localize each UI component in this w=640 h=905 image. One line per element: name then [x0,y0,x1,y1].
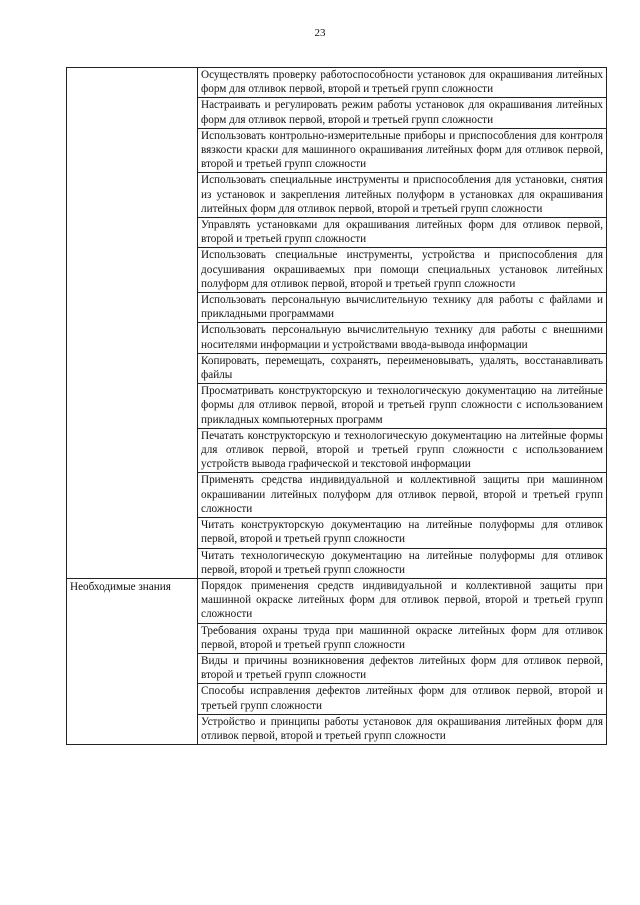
knowledge-item: Порядок применения средств индивидуальной и коллективной защиты при машинной окраске литейных форм для отливок первой, второй и третьей групп сложности [198,578,607,623]
ability-item: Читать технологическую документацию на литейные полуформы для отливок первой, второй и третьей групп сложности [198,548,607,578]
knowledge-item: Требования охраны труда при машинной окраске литейных форм для отливок первой, второй и третьей групп сложности [198,623,607,653]
ability-item: Копировать, перемещать, сохранять, переименовывать, удалять, восстанавливать файлы [198,353,607,383]
ability-item: Использовать контрольно-измерительные приборы и приспособления для контроля вязкости краски для машинного окрашивания литейных форм для отливок первой, второй и третьей групп сложности [198,128,607,173]
table-row [67,68,607,98]
ability-item: Применять средства индивидуальной и коллективной защиты при машинном окрашивании литейных полуформ для отливок первой, второй и третьей групп сложности [198,473,607,518]
ability-item: Использовать специальные инструменты и приспособления для установки, снятия из установок и закрепления литейных полуформ в установках для окрашивания литейных форм для отливок первой, второй и третьей групп сложности [198,173,607,218]
knowledge-label: Необходимые знания [70,580,171,593]
knowledge-item: Способы исправления дефектов литейных форм для отливок первой, второй и третьей групп сложности [198,684,607,714]
ability-item: Осуществлять проверку работоспособности установок для окрашивания литейных форм для отливок первой, второй и третьей групп сложности [198,68,607,98]
ability-item: Использовать специальные инструменты, устройства и приспособления для досушивания окрашиваемых при помощи специальных установок литейных полуформ для отливок первой, второй и третьей групп сложности [198,248,607,293]
ability-item: Использовать персональную вычислительную технику для работы с внешними носителями информации и устройствами ввода-вывода информации [198,323,607,353]
ability-item: Использовать персональную вычислительную технику для работы с файлами и прикладными программами [198,293,607,323]
ability-item: Читать конструкторскую документацию на литейные полуформы для отливок первой, второй и третьей групп сложности [198,518,607,548]
knowledge-label-cell [67,578,198,744]
table-row [67,578,607,623]
knowledge-item: Устройство и принципы работы установок для окрашивания литейных форм для отливок первой, второй и третьей групп сложности [198,714,607,744]
ability-item: Печатать конструкторскую и технологическую документацию на литейные формы для отливок первой, второй и третьей групп сложности с использованием устройств вывода графической и текстовой информации [198,428,607,473]
abilities-label-cell [67,68,198,579]
ability-item: Просматривать конструкторскую и технологическую документацию на литейные формы для отливок первой, второй и третьей групп сложности с использованием прикладных компьютерных программ [198,384,607,429]
ability-item: Управлять установками для окрашивания литейных форм для отливок первой, второй и третьей групп сложности [198,218,607,248]
knowledge-item: Виды и причины возникновения дефектов литейных форм для отливок первой, второй и третьей групп сложности [198,653,607,683]
requirements-table [66,67,607,745]
ability-item: Настраивать и регулировать режим работы установок для окрашивания литейных форм для отливок первой, второй и третьей групп сложности [198,98,607,128]
page-number: 23 [314,27,326,39]
